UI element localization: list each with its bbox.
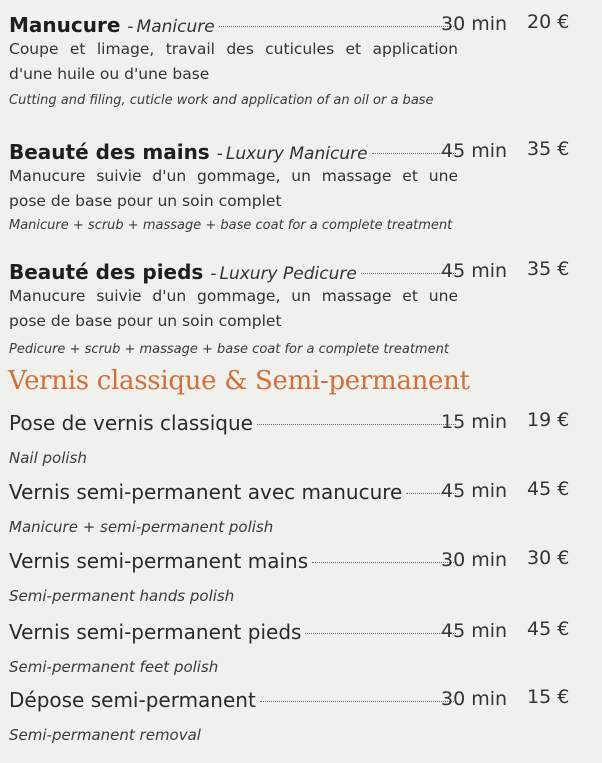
title-separator: -	[216, 144, 223, 164]
item-price: 20 €	[527, 11, 570, 33]
item-price: 35 €	[527, 138, 570, 160]
item-title-line	[9, 480, 459, 504]
item-price: 19 €	[527, 409, 570, 431]
section-heading: Vernis classique & Semi-permanent	[8, 366, 470, 396]
item-duration: 45 min	[441, 620, 508, 642]
item-title: Vernis semi-permanent avec manucure	[9, 480, 403, 504]
title-separator: -	[127, 17, 134, 37]
item-title-line	[9, 260, 459, 284]
dotted-leader	[260, 701, 456, 702]
item-english: Pedicure + scrub + massage + base coat for a complete treatment	[9, 342, 449, 357]
title-separator: -	[210, 264, 217, 284]
item-english: Semi-permanent hands polish	[9, 587, 235, 605]
item-english: Cutting and filing, cuticle work and application of an oil or a base	[9, 93, 434, 108]
item-price: 30 €	[527, 547, 570, 569]
item-title: Vernis semi-permanent pieds	[9, 620, 302, 644]
item-duration: 15 min	[441, 411, 508, 433]
item-price: 45 €	[527, 618, 570, 640]
dotted-leader	[219, 26, 456, 27]
item-description: Manucure suivie d'un gommage, un massage et une pose de base pour un soin complet	[9, 287, 458, 330]
item-title-line	[9, 13, 459, 37]
item-title: Vernis semi-permanent mains	[9, 549, 309, 573]
item-duration: 45 min	[441, 480, 508, 502]
item-title-line	[9, 411, 459, 435]
item-title-line	[9, 688, 459, 712]
item-subtitle: Luxury Manicure	[225, 144, 368, 164]
item-title: Beauté des pieds	[9, 260, 204, 284]
item-price: 15 €	[527, 686, 570, 708]
item-duration: 45 min	[441, 140, 508, 162]
item-duration: 30 min	[441, 13, 508, 35]
item-title: Dépose semi-permanent	[9, 688, 256, 712]
item-title-line	[9, 140, 459, 164]
item-price: 45 €	[527, 478, 570, 500]
item-duration: 30 min	[441, 688, 508, 710]
item-title-line	[9, 549, 459, 573]
item-english: Manicure + scrub + massage + base coat for a complete treatment	[9, 218, 453, 233]
item-title: Beauté des mains	[9, 140, 210, 164]
dotted-leader	[305, 633, 456, 634]
item-price: 35 €	[527, 258, 570, 280]
item-title: Manucure	[9, 13, 121, 37]
item-description: Coupe et limage, travail des cuticules et application d'une huile ou d'une base	[9, 40, 458, 83]
dotted-leader	[257, 424, 456, 425]
item-english: Manicure + semi-permanent polish	[9, 518, 274, 536]
dotted-leader	[312, 562, 456, 563]
item-english: Semi-permanent feet polish	[9, 658, 219, 676]
item-english: Semi-permanent removal	[9, 726, 201, 744]
item-description: Manucure suivie d'un gommage, un massage et une pose de base pour un soin complet	[9, 167, 458, 210]
item-subtitle: Manicure	[136, 17, 215, 37]
item-english: Nail polish	[9, 449, 87, 467]
item-duration: 30 min	[441, 549, 508, 571]
item-title-line	[9, 620, 459, 644]
item-subtitle: Luxury Pedicure	[219, 264, 357, 284]
item-title: Pose de vernis classique	[9, 411, 253, 435]
item-duration: 45 min	[441, 260, 508, 282]
